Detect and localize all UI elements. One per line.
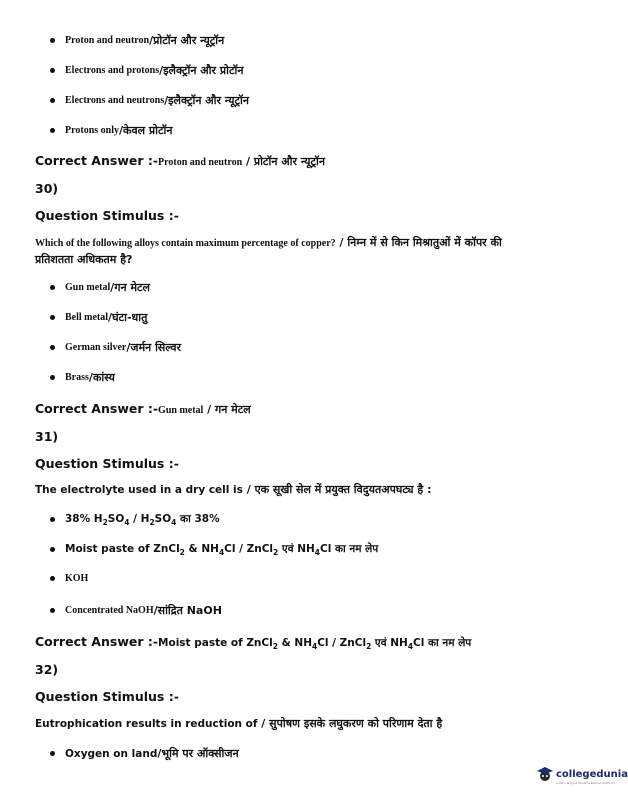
question-text <box>35 715 575 731</box>
question-text-hi: निम्न में से किन मिश्रातुओं में कॉपर की <box>347 236 502 249</box>
slash: / <box>159 64 164 77</box>
bullet-icon <box>50 68 55 73</box>
option-hi: प्रोटॉन और न्यूट्रॉन <box>153 34 225 47</box>
option-en: Concentrated NaOH <box>65 605 154 616</box>
correct-answer-q29 <box>35 150 325 169</box>
slash: / <box>126 341 131 354</box>
slash: / <box>149 34 154 47</box>
option-q29-4 <box>50 123 173 138</box>
option-q31-1 <box>50 512 220 527</box>
slash: / <box>153 604 158 617</box>
correct-answer-label: Correct Answer :- <box>35 153 159 168</box>
option-en: Electrons and protons <box>65 65 160 76</box>
option-q31-3 <box>50 573 88 584</box>
option-q30-1 <box>50 280 150 295</box>
option-en: Electrons and neutrons <box>65 95 165 106</box>
correct-answer-q30 <box>35 398 251 417</box>
bullet-icon <box>50 98 55 103</box>
answer-hi: गन मेटल <box>215 403 251 416</box>
bullet-icon <box>50 315 55 320</box>
option-q29-1 <box>50 33 224 48</box>
option-q30-3 <box>50 340 181 355</box>
slash: / <box>203 403 216 416</box>
question-number: 32) <box>35 662 59 677</box>
option-q31-4 <box>50 603 222 618</box>
slash: / <box>164 94 169 107</box>
option-text: 38% $H_2SO_4 / H_2SO_4$ का 38% <box>65 513 220 528</box>
correct-answer-q31 <box>35 631 471 651</box>
question-text-hi: एक सूखी सेल में प्रयुक्त विदुयतअपघट्य है : <box>254 483 432 496</box>
slash: / <box>157 747 162 760</box>
question-text-hi: सुपोषण इसके लघुकरण को परिणाम देता है <box>269 717 443 730</box>
option-hi: गन मेटल <box>114 281 151 294</box>
slash: / <box>242 483 255 496</box>
question-text-en: Eutrophication results in reduction of <box>35 718 258 730</box>
bullet-icon <box>50 345 55 350</box>
option-en: Oxygen on land <box>65 747 158 760</box>
slash: / <box>242 155 254 168</box>
question-number: 30) <box>35 181 59 196</box>
option-en: Proton and neutron <box>65 35 150 46</box>
option-hi: कांस्य <box>92 371 115 384</box>
option-hi: इलैक्ट्रॉन और न्यूट्रॉन <box>168 94 250 107</box>
answer-en: Proton and neutron <box>158 157 243 168</box>
correct-answer-label: Correct Answer :- <box>35 401 159 416</box>
bullet-icon <box>50 608 55 613</box>
question-text-en: Which of the following alloys contain maximum percentage of copper? <box>35 238 336 249</box>
answer-text: Moist paste of ZnCl$_2$ & $NH_4Cl$ / ZnCl$_2$ एवं $NH_4Cl$ का नम लेप <box>158 637 472 652</box>
answer-en: Gun metal <box>158 405 204 416</box>
collegedunia-logo[interactable] <box>536 762 628 785</box>
question-text-en: The electrolyte used in a dry cell is <box>35 484 243 496</box>
option-q30-4 <box>50 370 115 385</box>
bullet-icon <box>50 751 55 756</box>
slash: / <box>335 236 348 249</box>
option-en: Protons only <box>65 125 119 136</box>
option-hi: सांद्रित NaOH <box>157 604 222 617</box>
option-q30-2 <box>50 310 147 325</box>
bullet-icon <box>50 285 55 290</box>
answer-hi: प्रोटॉन और न्यूट्रॉन <box>253 155 325 168</box>
slash: / <box>108 311 113 324</box>
graduate-cap-icon <box>536 765 554 783</box>
question-stimulus-label: Question Stimulus :- <box>35 689 179 704</box>
option-q31-2 <box>50 542 378 557</box>
option-q32-1 <box>50 746 239 761</box>
option-en: Gun metal <box>65 282 111 293</box>
bullet-icon <box>50 38 55 43</box>
slash: / <box>257 717 270 730</box>
option-hi: केवल प्रोटॉन <box>123 124 173 137</box>
option-text: Moist paste of ZnCl$_2$ & $NH_4Cl$ / ZnCl$_2$ एवं $NH_4Cl$ का नम लेप <box>65 543 379 558</box>
option-q29-2 <box>50 63 244 78</box>
option-q29-3 <box>50 93 249 108</box>
logo-name: collegedunia <box>556 769 628 780</box>
slash: / <box>88 371 93 384</box>
logo-wordmark <box>556 762 628 785</box>
question-stimulus-label: Question Stimulus :- <box>35 456 179 471</box>
question-text <box>35 234 575 267</box>
option-en: Bell metal <box>65 312 109 323</box>
bullet-icon <box>50 128 55 133</box>
option-hi: इलैक्ट्रॉन और प्रोटॉन <box>163 64 244 77</box>
bullet-icon <box>50 517 55 522</box>
correct-answer-label: Correct Answer :- <box>35 634 159 649</box>
option-hi: भूमि पर ऑक्सीजन <box>161 747 239 760</box>
bullet-icon <box>50 576 55 581</box>
bullet-icon <box>50 375 55 380</box>
option-hi: घंटा-धातु <box>112 311 148 324</box>
option-en: German silver <box>65 342 127 353</box>
bullet-icon <box>50 547 55 552</box>
logo-tagline: India's largest Student Review Platform <box>556 781 616 785</box>
option-en: Brass <box>65 372 89 383</box>
option-text: KOH <box>65 573 89 584</box>
question-text-hi-cont: प्रतिशतता अधिकतम है? <box>35 253 133 266</box>
question-text <box>35 481 575 497</box>
slash: / <box>110 281 115 294</box>
slash: / <box>119 124 124 137</box>
question-stimulus-label: Question Stimulus :- <box>35 208 179 223</box>
question-number: 31) <box>35 429 59 444</box>
option-hi: जर्मन सिल्वर <box>130 341 181 354</box>
